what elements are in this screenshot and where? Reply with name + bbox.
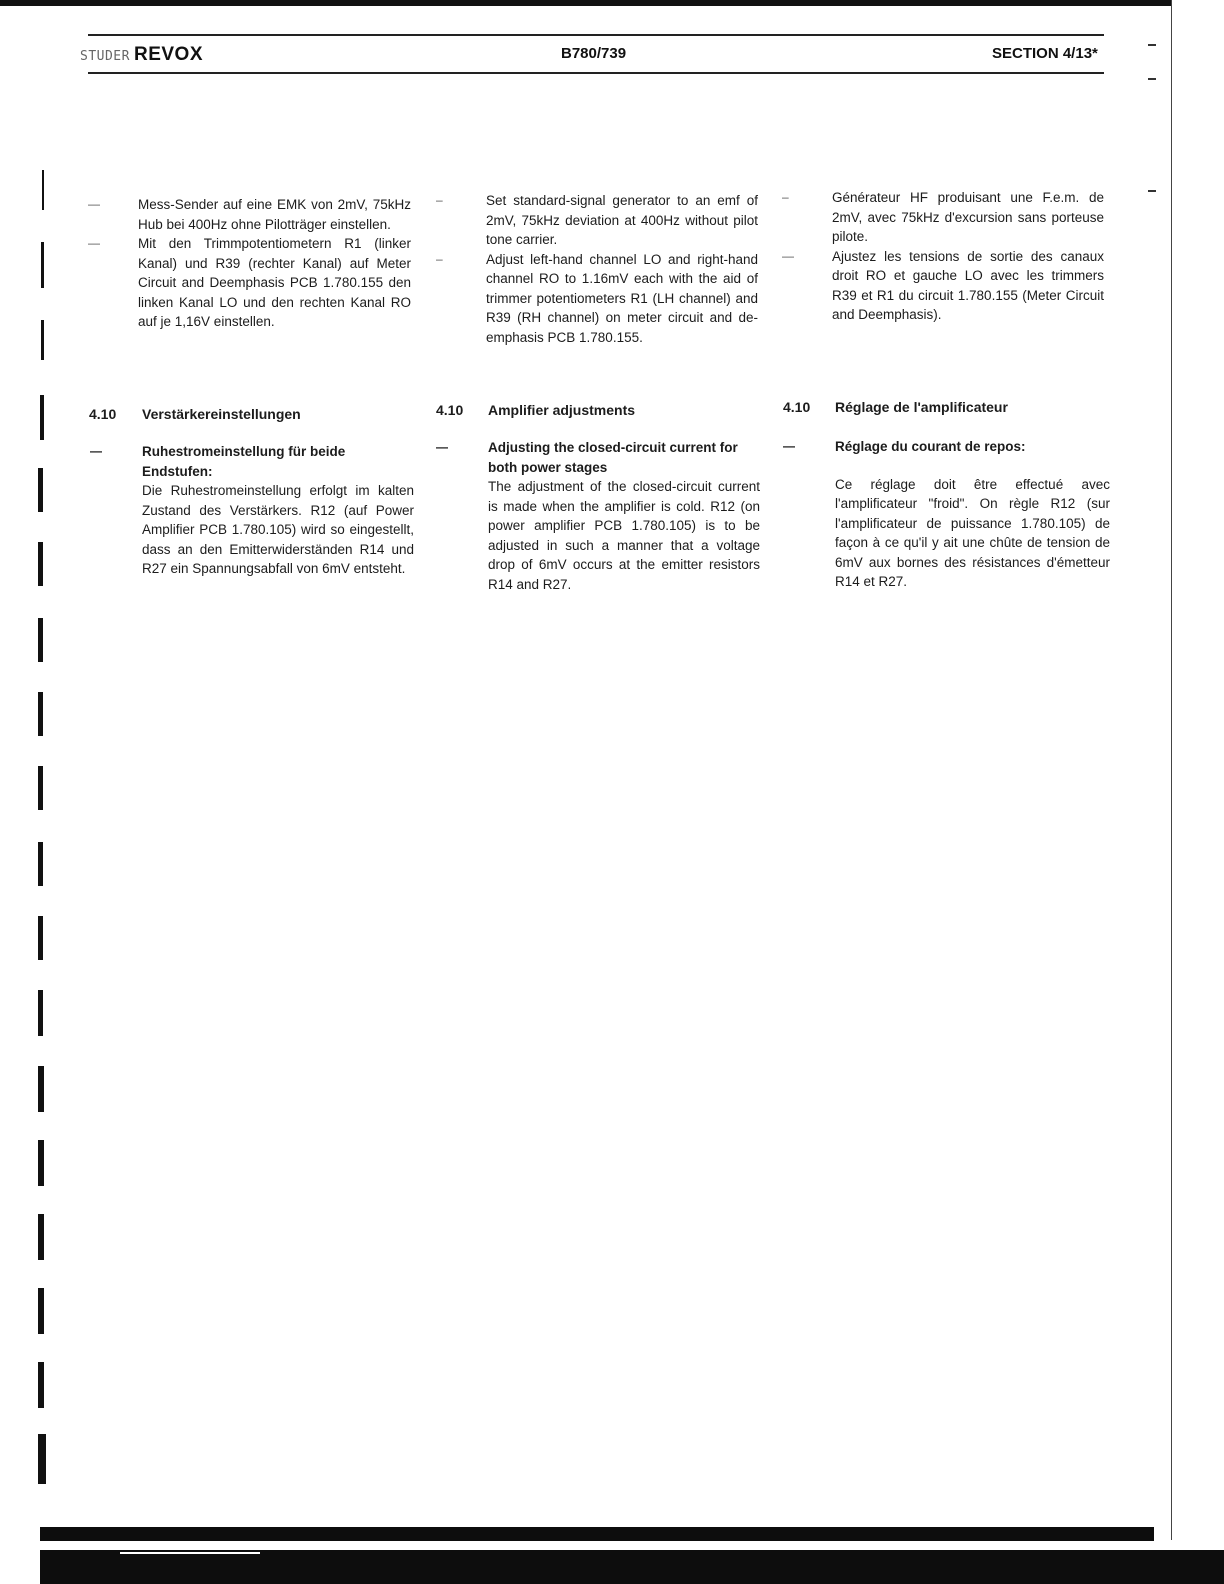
intro-fr-text-1: Générateur HF produisant une F.e.m. de 2mV, avec 75kHz d'excursion sans porteuse pilote. [832, 190, 1104, 244]
section-en-column [436, 438, 760, 594]
binding-mark [38, 1434, 46, 1484]
binding-mark [38, 842, 43, 886]
list-item [436, 191, 758, 250]
bottom-border [40, 1550, 1224, 1584]
dash: — [782, 248, 794, 263]
list-item [436, 250, 758, 348]
binding-mark [38, 766, 43, 810]
model-number: B780/739 [561, 45, 627, 62]
dash: — [88, 236, 100, 250]
binding-mark [41, 242, 44, 288]
body-de: Die Ruhestromeinstellung erfolgt im kalten Zustand des Verstärkers. R12 (auf Power Amplifier PCB 1.780.105) wird so eingestellt, dass an den Emitterwiderständen R14 und R27 ein Spannungsabfall von 6mV entsteht. [142, 483, 414, 576]
header-rule-top [88, 34, 1104, 36]
intro-en-text-2: Adjust left-hand channel LO and right-hand channel RO to 1.16mV each with the aid of trimmer potentiometers R1 (LH channel) and R39 (RH channel) on meter circuit and de-emphasis PCB 1.780.155. [486, 251, 758, 345]
list-item [88, 195, 411, 234]
dash: – [782, 190, 789, 204]
binding-mark [38, 916, 43, 960]
section-number: SECTION 4/13* [992, 45, 1098, 62]
section-de-column [90, 442, 414, 579]
dash: — [436, 440, 448, 454]
section-number-fr: 4.10 [783, 399, 811, 415]
intro-de-column [88, 195, 411, 332]
section-title-en: Amplifier adjustments [488, 402, 636, 418]
intro-en-column [436, 191, 758, 347]
binding-mark [38, 1288, 44, 1334]
dash: — [783, 439, 795, 453]
list-item [782, 188, 1104, 247]
intro-en-text-1: Set standard-signal generator to an emf of 2mV, 75kHz deviation at 400Hz without pilot tone carrier. [486, 193, 758, 247]
margin-tick [1148, 78, 1156, 80]
bottom-border [40, 1527, 1154, 1541]
brand-studer: STUDER [80, 49, 130, 64]
subtitle-fr: Réglage du courant de repos: [835, 439, 1026, 454]
section-number-de: 4.10 [89, 406, 117, 422]
margin-tick [1148, 44, 1156, 46]
dash: — [90, 444, 102, 458]
brand-logo [80, 44, 203, 66]
list-item [782, 247, 1104, 325]
brand-revox: REVOX [133, 44, 203, 65]
binding-mark [38, 1362, 44, 1408]
intro-fr-text-2: Ajustez les tensions de sortie des canaux droit RO et gauche LO avec les trimmers R39 et R1 du circuit 1.780.155 (Meter Circuit and Deemphasis). [832, 248, 1104, 322]
dash: – [436, 193, 443, 207]
binding-mark [38, 542, 43, 586]
binding-mark [42, 170, 44, 210]
section-title-fr: Réglage de l'amplificateur [835, 399, 1008, 415]
dash: — [88, 197, 100, 211]
dash: – [436, 251, 443, 266]
body-fr: Ce réglage doit être effectué avec l'amplificateur "froid". On règle R12 (sur l'amplificateur de puissance 1.780.105) de façon à ce qu'il y ait une chûte de tension de 6mV aux bornes des résistances d'émetteur R14 et R27. [835, 476, 1110, 589]
right-border [1171, 0, 1172, 1540]
subtitle-de: Ruhestromeinstellung für beide Endstufen: [142, 444, 346, 479]
intro-de-text-1: Mess-Sender auf eine EMK von 2mV, 75kHz Hub bei 400Hz ohne Pilotträger einstellen. [138, 197, 411, 232]
binding-mark [38, 1140, 44, 1186]
binding-mark [40, 395, 44, 440]
intro-fr-column [782, 188, 1104, 325]
binding-mark [38, 990, 43, 1036]
header-rule-bottom [88, 72, 1104, 74]
scan-artifact [120, 1552, 260, 1554]
section-title-de: Verstärkereinstellungen [142, 406, 301, 422]
body-en: The adjustment of the closed-circuit current is made when the amplifier is cold. R12 (on power amplifier PCB 1.780.105) is to be adjusted in such a manner that a voltage drop of 6mV occurs at the emitter resistors R14 and R27. [488, 479, 760, 592]
binding-mark [38, 692, 43, 736]
intro-de-text-2: Mit den Trimmpotentiometern R1 (linker Kanal) und R39 (rechter Kanal) auf Meter Circuit and Deemphasis PCB 1.780.155 den linken Kanal LO und den rechten Kanal RO auf je 1,16V einstellen. [138, 236, 411, 329]
subtitle-en: Adjusting the closed-circuit current for both power stages [488, 440, 738, 475]
list-item [88, 234, 411, 332]
binding-mark [38, 618, 43, 662]
top-border [0, 0, 1172, 6]
section-number-en: 4.10 [436, 402, 464, 418]
binding-mark [41, 320, 44, 360]
binding-mark [38, 1214, 44, 1260]
margin-tick [1148, 190, 1156, 192]
section-fr-column [783, 437, 1110, 592]
binding-mark [38, 1066, 44, 1112]
binding-mark [38, 468, 43, 512]
